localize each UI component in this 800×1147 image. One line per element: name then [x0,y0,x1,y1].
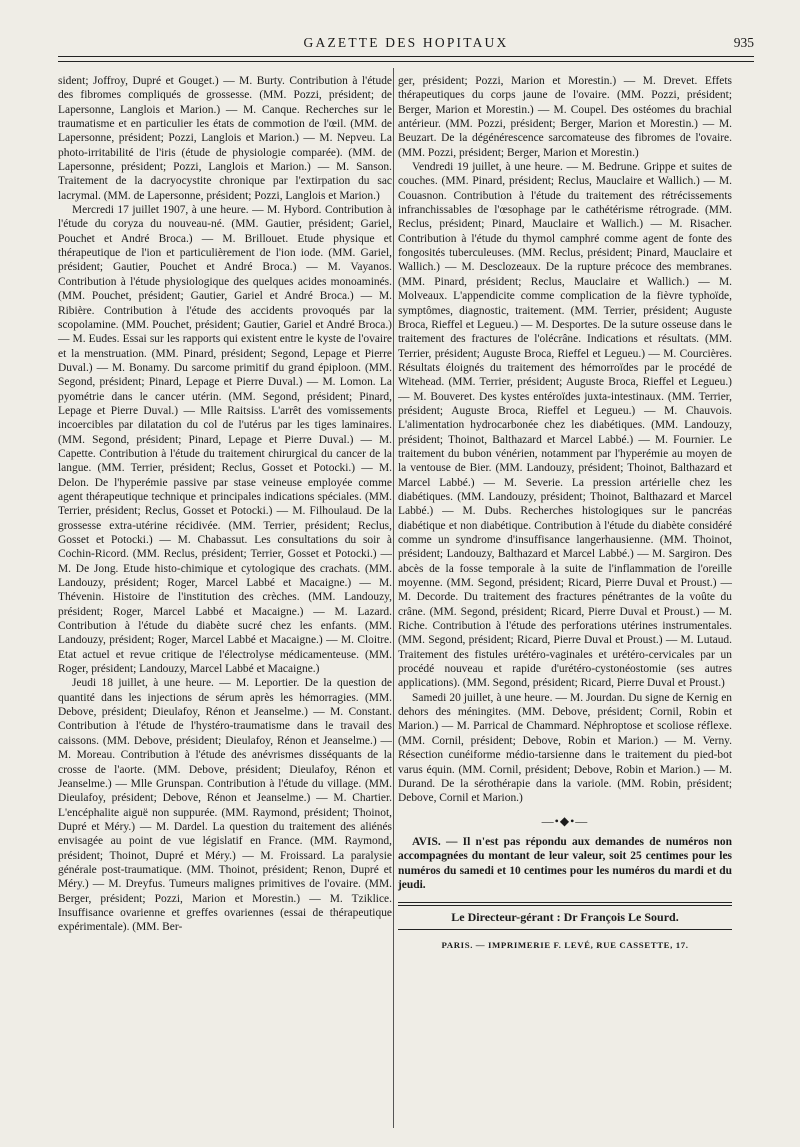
thesis-paragraph: Samedi 20 juillet, à une heure. — M. Jourdan. Du signe de Kernig en dehors des méningites. (MM. Debove, président; Cornil, Robin et Marion.) — M. Parrical de Chammard. Néphroptose et scoliose réflexe. (MM. Cornil, président; Debove, Robin et Marion.) — M. Verny. Résection cunéiforme médio-tarsienne dans le traitement du pied-bot varus équin. (MM. Cornil, président; Debove, Robin et Marion.) — M. Durand. De la sérothérapie dans la variole. (MM. Robin, président; Debove, Cornil et Marion.) [398,691,732,805]
right-column [398,74,732,952]
footer-rule-bottom [398,929,732,930]
thesis-paragraph: sident; Joffroy, Dupré et Gouget.) — M. Burty. Contribution à l'étude des fibromes compliqués de grossesse. (MM. Pozzi, président; de Lapersonne, Langlois et Marion.) — M. Canque. Recherches sur le traumatisme et en particulier les états de commotion de l'œil. (MM. de Lapersonne, président; Pozzi, Langlois et Marion.) — M. Nepveu. La photo-irritabilité de l'iris (étude de physiologie comparée). (MM. de Lapersonne, président; Pozzi, Langlois et Marion.) — M. Sanson. Traitement de la dacryocystite chronique par l'extirpation du sac lacrymal. (MM. de Lapersonne, président; Pozzi, Langlois et Marion.) [58,75,392,202]
thesis-paragraph: ger, président; Pozzi, Marion et Morestin.) — M. Drevet. Effets thérapeutiques du corps jaune de l'ovaire. (MM. Pozzi, président; Berger, Marion et Morestin.) — M. Coupel. Des ostéomes du brachial antérieur. (MM. Pozzi, président; Berger, Marion et Morestin.) — M. Beuzart. De la dégénérescence sarcomateuse des fibromes de l'ovaire. (MM. Pozzi, président; Berger, Marion et Morestin.) [398,75,732,159]
footer-rule [398,902,732,903]
header-rule [58,56,754,57]
footer-rule-thin [398,905,732,906]
avis-notice: AVIS. — Il n'est pas répondu aux demandes de numéros non accompagnées du montant de leur valeur, soit 25 centimes pour les numéros du samedi et 10 centimes pour les numéros du mardi et du jeudi. [398,835,732,891]
ornament-separator: —•◆•— [541,813,589,828]
header-rule-thin [58,61,754,62]
thesis-paragraph: Mercredi 17 juillet 1907, à une heure. — M. Hybord. Contribution à l'étude du coryza du nouveau-né. (MM. Gautier, président; Gariel, Pouchet et André Broca.) — M. Brillouet. Etude physique et thérapeutique de l'ion et particulièrement de l'ion iode. (MM. Gariel, président; Gautier, Pouchet et André Broca.) — M. Vayanos. Contribution à l'étude physiologique des quelques acides monoaminés. (MM. Pouchet, président; Gautier, Gariel et André Broca.) — M. Ribière. Contribution à l'étude des accidents provoqués par la scopolamine. (MM. Pouchet, président; Gautier, Gariel et André Broca.) — M. Eudes. Essai sur les rapports qui existent entre le kyste de l'ovaire et la menstruation. (MM. Pinard, président; Segond, Lepage et Pierre Duval.) — M. Bonamy. Du sarcome primitif du grand épiploon. (MM. Segond, président; Pinard, Lepage et Pierre Duval.) — M. Lomon. La pyométrie dans le cancer utérin. (MM. Segond, président; Pinard, Lepage et Pierre Duval.) — Mlle Raitsiss. L'arrêt des vomissements incoercibles par dilatation du col de l'utérus par les tiges laminaires. (MM. Segond, président; Pinard, Lepage et Pierre Duval.) — M. Capette. Contribution à l'étude du traitement chirurgical du cancer de la langue. (MM. Terrier, président; Reclus, Gosset et Potocki.) — M. Delon. De l'hyperémie passive par stase veineuse employée comme agent thérapeutique technique et principales indications spéciales. (MM. Terrier, président; Reclus, Gosset et Potocki.) — M. Filhoulaud. De la grossesse extra-utérine récidivée. (MM. Terrier, président; Reclus, Gosset et Potocki.) — M. Chabassut. Les consultations du soir à Cochin-Ricord. (MM. Reclus, président; Terrier, Gosset et Potocki.) — M. De Jong. Etude histo-chimique et cytologique des crachats. (MM. Landouzy, président; Roger, Marcel Labbé et Macaigne.) — M. Thévenin. Histoire de l'institution des crèches. (MM. Landouzy, président; Roger, Marcel Labbé et Macaigne.) — M. Lazard. Contribution à l'étude du diabète sucré chez les enfants. (MM. Landouzy, président; Roger, Marcel Labbé et Macaigne.) — M. Cloitre. Etat actuel et revue critique de l'électrolyse médicamenteuse. (MM. Roger, président; Landouzy, Marcel Labbé et Macaigne.) [58,204,392,676]
thesis-paragraph: Jeudi 18 juillet, à une heure. — M. Leportier. De la question de quantité dans les injections de sérum après les hémorragies. (MM. Debove, président; Dieulafoy, Rénon et Jeanselme.) — M. Constant. Contribution à l'étude de l'hystéro-traumatisme dans le travail des caissons. (MM. Debove, président; Dieulafoy, Rénon et Jeanselme.) — M. Moreau. Contribution à l'étude des anévrismes disséquants de la crosse de l'aorte. (MM. Debove, président; Dieulafoy, Rénon et Jeanselme.) — Mlle Grunspan. Contribution à l'étude du village. (MM. Dieulafoy, président; Debove, Rénon et Jeanselme.) — M. Chartier. L'encéphalite aiguë non suppurée. (MM. Raymond, président; Thoinot, Dupré et Méry.) — M. Dardel. La question du traitement des aliénés envisagée au point de vue législatif en France. (MM. Raymond, président; Thoinot, Dupré et Méry.) — M. Froissard. La paralysie générale post-traumatique. (MM. Thoinot, président; Renon, Dupré et Méry.) — M. Dreyfus. Tumeurs malignes primitives de l'ovaire. (MM. Berger, président; Pozzi, Marion et Morestin.) — M. Tziklice. Insuffisance ovarienne et greffes ovariennes (essai de thérapeutique expérimentale). (MM. Ber- [58,677,392,934]
column-divider [393,68,394,1128]
thesis-paragraph: Vendredi 19 juillet, à une heure. — M. Bedrune. Grippe et suites de couches. (MM. Pinard, président; Reclus, Mauclaire et Wallich.) — M. Couasnon. Contribution à l'étude du traitement des rétrécissements infranchissables de l'œsophage par le cathétérisme rétrograde. (MM. Reclus, président; Pinard, Mauclaire et Wallich.) — M. Risacher. Contribution à l'étude du thymol camphré comme agent de fonte des fongosités tuberculeuses. (MM. Reclus, président; Pinard, Mauclaire et Wallich.) — M. Desclozeaux. De la rupture précoce des membranes. (MM. Pinard, président; Reclus, Mauclaire et Wallich.) — M. Molveaux. L'appendicite comme complication de la fièvre typhoïde, symptômes, diagnostic, traitement. (MM. Terrier, président; Auguste Broca, Rieffel et Legueu.) — M. Desportes. De la suture osseuse dans le traitement des fractures de l'olécrâne. Indications et résultats. (MM. Terrier, président; Auguste Broca, Rieffel et Legueu.) — M. Courcières. Résultats éloignés du traitement des hémorroïdes par le procédé de Witehead. (MM. Terrier, président; Auguste Broca, Rieffel et Legueu.) — M. Bouveret. Des kystes entéroïdes juxta-intestinaux. (MM. Terrier, président; Auguste Broca, Rieffel et Legueu.) — M. Chauvois. L'alimentation hydrocarbonée chez les diabétiques. (MM. Landouzy, président; Thoinot, Balthazard et Marcel Labbé.) — M. Fournier. Le traitement du bubon vénérien, notamment par l'hyperémie au moyen de la ventouse de Bier. (MM. Landouzy, président; Thoinot, Balthazard et Marcel Labbé.) — M. Severie. La pression artérielle chez les diabétiques. (MM. Landouzy, président; Thoinot, Balthazard et Marcel Labbé.) — M. Dubs. Recherches histologiques sur le pancréas diabétique et non diabétique. Contribution à l'étude du diabète considéré comme un syndrome d'insuffisance langerhausienne. (MM. Thoinot, président; Landouzy, Balthazard et Marcel Labbé.) — M. Sargiron. Des abcès de la fosse temporale à la suite de l'inflammation de l'oreille moyenne. (MM. Segond, président; Ricard, Pierre Duval et Proust.) — M. Decorde. Du traitement des fractures pénétrantes de la voûte du crâne. (MM. Segond, président; Ricard, Pierre Duval et Proust.) — M. Riche. Contribution à l'étude des perforations utérines instrumentales. (MM. Segond, président; Ricard, Pierre Duval et Proust.) — M. Lutaud. Traitement des fistules urétéro-vaginales et urétéro-cervicales par un procédé nouveau et rapide d'urétéro-cystonéostomie (ses autres applications). (MM. Segond, président; Ricard, Pierre Duval et Proust.) [398,161,732,690]
printer-imprint: PARIS. — IMPRIMERIE F. LEVÉ, RUE CASSETTE, 17. [441,939,689,950]
journal-title: GAZETTE DES HOPITAUX [303,35,509,50]
page-number: 935 [733,35,754,50]
director-line: Le Directeur-gérant : Dr François Le Sourd. [451,910,679,925]
left-column [58,74,392,935]
page-header [58,32,754,56]
